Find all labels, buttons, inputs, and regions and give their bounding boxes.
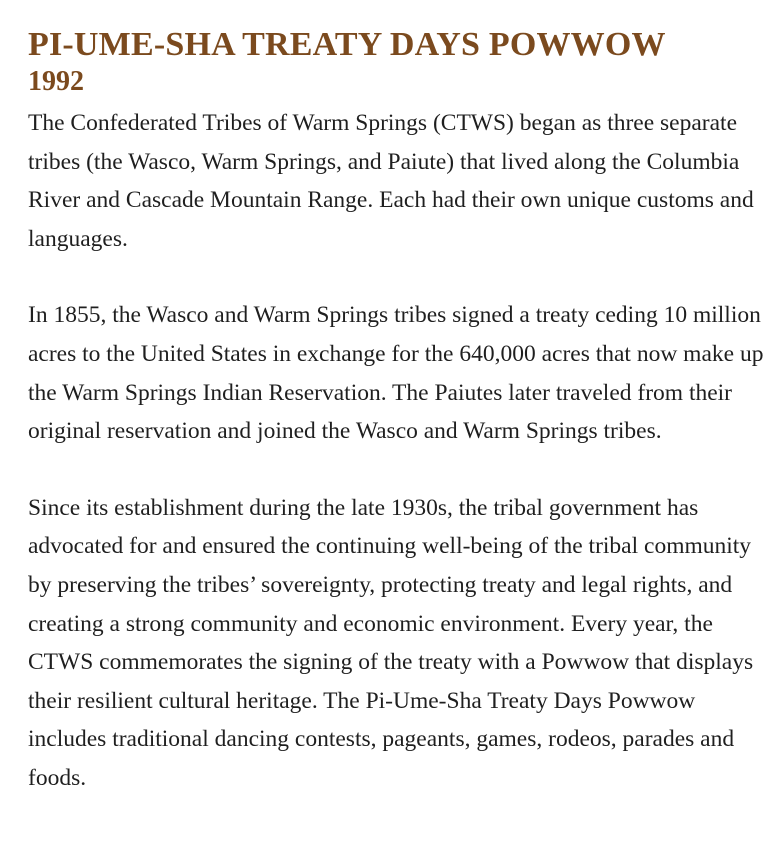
page-title: PI-UME-SHA TREATY DAYS POWWOW — [28, 26, 666, 63]
article-body — [28, 104, 766, 798]
year-subtitle: 1992 — [28, 66, 84, 97]
paragraph-treaty: In 1855, the Wasco and Warm Springs tribes signed a treaty ceding 10 million acres to the United States in exchange for the 640,000 acres that now make up the Warm Springs Indian Reservation. The Paiutes later traveled from their original reservation and joined the Wasco and Warm Springs tribes. — [28, 302, 764, 445]
paragraph-government: Since its establishment during the late 1930s, the tribal government has advocated for and ensured the continuing well-being of the tribal community by preserving the tribes’ sovereignty, protecting treaty and legal rights, and creating a strong community and economic environment. Every year, the CTWS commemorates the signing of the treaty with a Powwow that displays their resilient cultural heritage. The Pi-Ume-Sha Treaty Days Powwow includes traditional dancing contests, pageants, games, rodeos, parades and foods. — [28, 494, 754, 791]
paragraph-origins: The Confederated Tribes of Warm Springs (CTWS) began as three separate tribes (the Wasco, Warm Springs, and Paiute) that lived along the Columbia River and Cascade Mountain Range. Each had their own unique customs and languages. — [28, 110, 754, 252]
